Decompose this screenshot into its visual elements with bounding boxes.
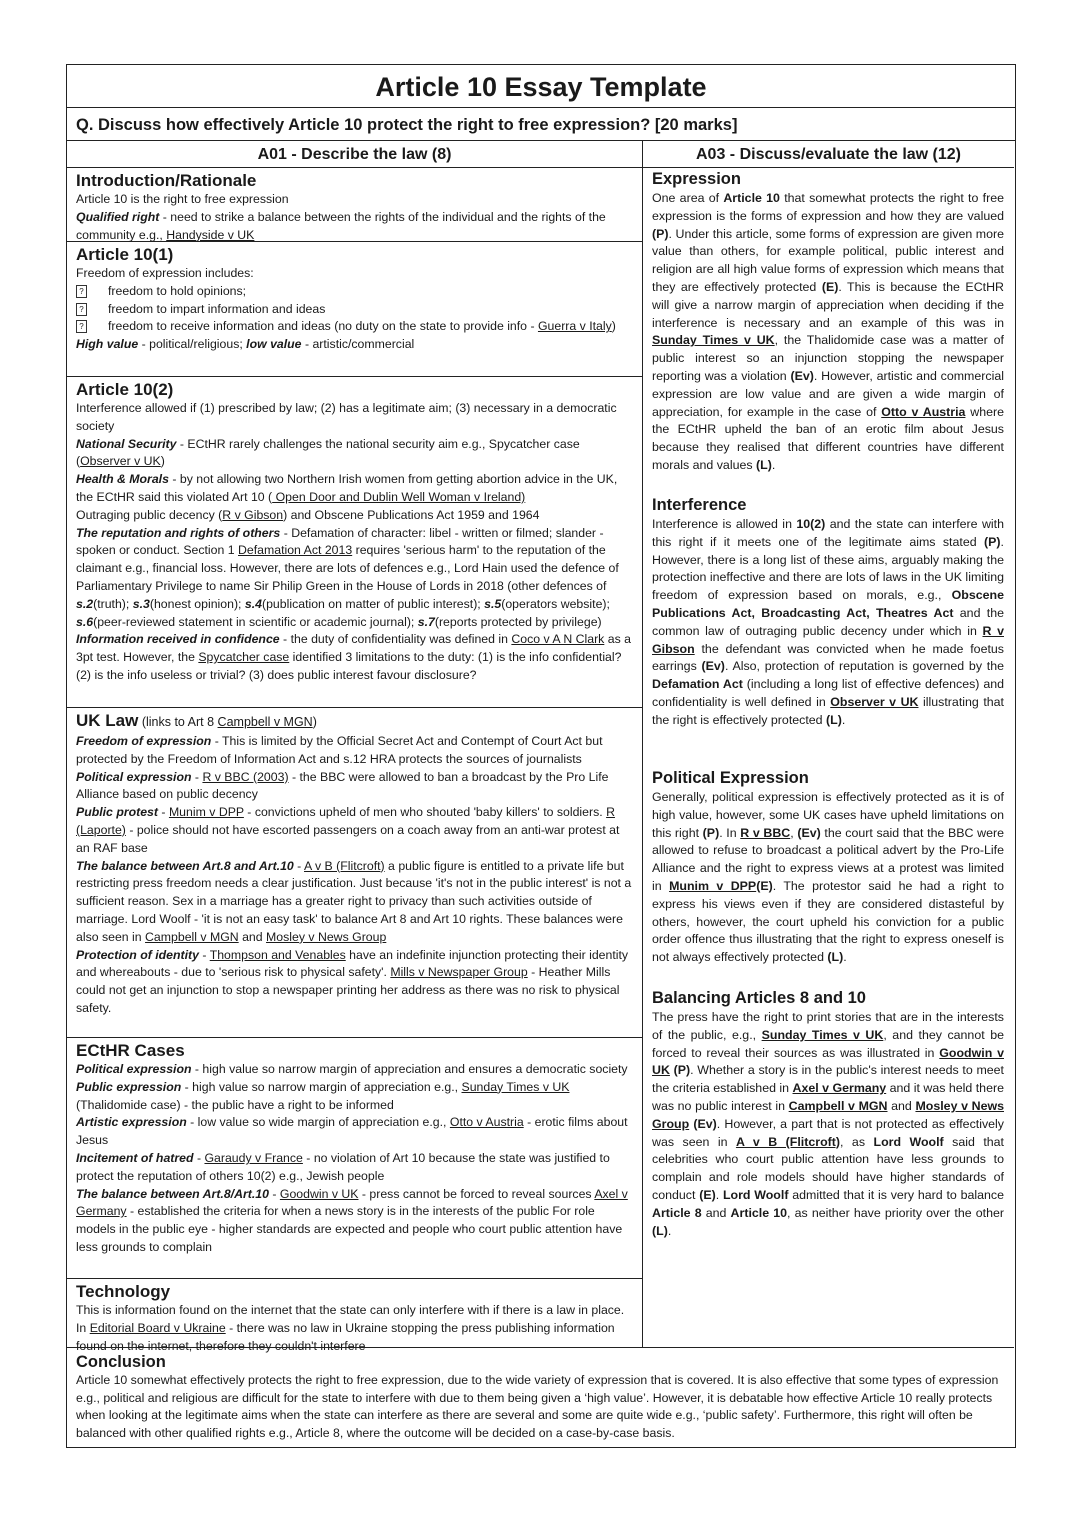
public-protest: Public protest - Munim v DPP - convictions upheld of men who shouted 'baby killers' to soldiers. R (Laporte) - police should not have escorted passengers on a coach away from an anti-war protest at an RAF base — [76, 805, 620, 855]
ecthr-political: Political expression - high value so narrow margin of appreciation and ensures a democratic society — [76, 1062, 628, 1076]
balancing-section — [643, 987, 1014, 1240]
list-item: ? freedom to hold opinions; — [76, 283, 633, 301]
uk-law-heading: UK Law (links to Art 8 Campbell v MGN) — [76, 711, 317, 730]
two-column-body — [67, 141, 1014, 1353]
interference-section — [643, 494, 1014, 767]
political-expression: Political expression - R v BBC (2003) - the BBC were allowed to ban a broadcast by the Pro Life Alliance based on public decency — [76, 769, 609, 802]
missing-glyph-icon: ? — [76, 285, 87, 298]
interference-conditions: Interference allowed if (1) prescribed by law; (2) has a legitimate aim; (3) necessary in a democratic society — [76, 401, 617, 433]
technology-heading: Technology — [76, 1282, 171, 1301]
political-expression-heading: Political Expression — [652, 769, 809, 787]
reputation-rights: The reputation and rights of others - Defamation of character: libel - written or filmed; slander - spoken or conduct. Section 1 Defamation Act 2013 requires 'serious harm' to the reputation of the claimant e.g., financial loss. However, there are lots of defences e.g., Lord Hain used the defence of Parliamentary Privilege to name Sir Philip Green in the House of Lords in 2018 (other defences of s.2(truth); s.3(honest opinion); s.4(publication on matter of public interest); s.5(operators website); s.6(peer-reviewed statement in scientific or academic journal); s.7(reports protected by privilege) — [76, 525, 619, 629]
list-item: ? freedom to impart information and ideas — [76, 301, 633, 319]
ecthr-balance: The balance between Art.8/Art.10 - Goodwin v UK - press cannot be forced to reveal sources Axel v Germany - established the criteria for when a news story is in the interests of the public For role models in the public eye - higher standards are expected and people who court public attention have less grounds to complain — [76, 1186, 628, 1254]
political-expression-section — [643, 767, 1014, 987]
article-10-1-heading: Article 10(1) — [76, 245, 174, 264]
balance-art8-art10: The balance between Art.8 and Art.10 - A v B (Flitcroft) a public figure is entitled to a private life but restricting press freedom needs a clear justification. Just because 'it's not in the public interest' is not a sufficient reason. Sex in a marriage has a greater right to privacy than such activities outside of marriage. Lord Woolf - 'it is not an easy task' to balance Art 8 and Art 10 rights. These balances were also seen in Campbell v MGN and Mosley v News Group — [76, 858, 632, 944]
conclusion-heading: Conclusion — [76, 1353, 166, 1371]
expression-heading: Expression — [652, 170, 741, 188]
balancing-heading: Balancing Articles 8 and 10 — [652, 989, 866, 1007]
article-10-1-lead: Freedom of expression includes: — [76, 266, 254, 280]
conclusion-text: Article 10 somewhat effectively protects the right to free expression, due to the wide variety of expression that is covered. It is also effective that some types of expression e.g., political and religious are difficult for the state to interfere with due to them being given a ‘high value’. However, it is debatable how effective Article 10 really protects when looking at the legitimate aims when the state can interfere as there are several and some are quite wide e.g., ‘public safety’. Furthermore, this right will often be balanced with other qualified rights e.g., Article 8, where the outcome will be decided on a case-by-case basis. — [76, 1373, 999, 1440]
article-10-1-section — [67, 242, 642, 377]
protection-of-identity: Protection of identity - Thompson and Venables have an indefinite injunction protecting their identity and whereabouts - due to 'serious risk to physical safety'. Mills v Newspaper Group - Heather Mills could not get an injunction to stop a newspaper printing her address as there was no risk to physical safety. — [76, 947, 629, 1015]
technology-section — [67, 1279, 642, 1356]
a01-header: A01 - Describe the law (8) — [67, 141, 642, 168]
conclusion-section — [67, 1347, 1014, 1447]
technology-text: This is information found on the internet that the state can only interfere with if there is a law in place. In Editorial Board v Ukraine - there was no law in Ukraine stopping the press publishing information found on the internet, therefore they couldn't interfere — [76, 1303, 625, 1353]
expression-section — [643, 168, 1014, 494]
ecthr-public: Public expression - high value so narrow margin of appreciation e.g., Sunday Times v UK (Thalidomide case) - the public have a right to be informed — [76, 1079, 570, 1112]
article-10-2-heading: Article 10(2) — [76, 380, 174, 399]
intro-section — [67, 168, 642, 242]
health-morals: Health & Morals - by not allowing two Northern Irish women from getting abortion advice in the UK, the ECtHR said this violated Art 10 ( Open Door and Dublin Well Woman v Ireland) — [76, 472, 618, 504]
ecthr-section — [67, 1038, 642, 1279]
essay-question: Q. Discuss how effectively Article 10 protect the right to free expression? [20 marks] — [67, 108, 1015, 141]
confidence: Information received in confidence - the duty of confidentiality was defined in Coco v A N Clark as a 3pt test. However, the Spycatcher case identified 3 limitations to the duty: (1) is the info confidential? (2) is the info useless or trivial? (3) does public interest favour disclosure? — [76, 632, 631, 682]
public-decency: Outraging public decency (R v Gibson) and Obscene Publications Act 1959 and 1964 — [76, 507, 540, 522]
missing-glyph-icon: ? — [76, 320, 87, 333]
balancing-text: The press have the right to print stories that are in the interests of the public, e.g., Sunday Times v UK, and they cannot be forced to reveal their sources as was illustrated in Goodwin v UK (P). Whether a story is in the public's interest needs to meet the criteria established in Axel v Germany and it was held there was no public interest in Campbell v MGN and Mosley v News Group (Ev). However, a part that is not protected as effectively was seen in A v B (Flitcroft), as Lord Woolf said that celebrities who court public attention have less grounds to complain and role models should have higher standards of conduct (E). Lord Woolf admitted that it is very hard to balance Article 8 and Article 10, as neither have priority over the other (L). — [652, 1010, 1004, 1238]
interference-heading: Interference — [652, 496, 747, 514]
essay-template-sheet — [66, 64, 1016, 1448]
missing-glyph-icon: ? — [76, 303, 87, 316]
list-item: ? freedom to receive information and ideas (no duty on the state to provide info - Guerra v Italy) — [76, 318, 633, 336]
ecthr-incitement: Incitement of hatred - Garaudy v France - no violation of Art 10 because the state was justified to protect the reputation of others 10(2) e.g., Jewish people — [76, 1150, 610, 1183]
intro-qualified: Qualified right - need to strike a balance between the rights of the individual and the rights of the community e.g., Handyside v UK — [76, 209, 606, 242]
national-security: National Security - ECtHR rarely challenges the national security aim e.g., Spycatcher case (Observer v UK) — [76, 436, 580, 469]
ecthr-heading: ECtHR Cases — [76, 1041, 185, 1060]
intro-heading: Introduction/Rationale — [76, 171, 257, 190]
political-expression-text: Generally, political expression is effectively protected as it is of high value, however, some UK cases have upheld limitations on this right (P). In R v BBC, (Ev) the court said that the BBC were allowed to refuse to broadcast a political advert by the Pro-Life Alliance and the right to express views at a protest was limited in Munim v DPP(E). The protestor said he had a right to express his views even if they are considered distasteful by others, however, the court upheld his conviction for a public order offence thus illustrating that the right to express oneself is not always effectively protected (L). — [652, 790, 1005, 965]
a03-column — [643, 141, 1014, 1347]
freedom-of-expression: Freedom of expression - This is limited by the Official Secret Act and Contempt of Court Act but protected by the Freedom of Information Act and s.12 HRA protects the sources of journalists — [76, 734, 603, 766]
page-title: Article 10 Essay Template — [67, 65, 1015, 108]
interference-text: Interference is allowed in 10(2) and the state can interfere with this right if it meets one of the legitimate aims stated (P). However, there is a long list of these aims, arguably making the protection ineffective and there are lots of laws in the UK limiting freedom of expression based on morals, e.g., Obscene Publications Act, Broadcasting Act, Theatres Act and the common law of outraging public decency under which in R v Gibson the defendant was convicted when he made foetus earrings (Ev). Also, protection of reputation is governed by the Defamation Act (including a long list of effective defences) and confidentiality is well defined in Observer v UK illustrating that the right is effectively protected (L). — [652, 517, 1004, 727]
article-10-2-section — [67, 377, 642, 708]
value-classification: High value - political/religious; low value - artistic/commercial — [76, 337, 415, 352]
a03-header: A03 - Discuss/evaluate the law (12) — [643, 141, 1014, 168]
uk-law-section — [67, 708, 642, 1038]
intro-text: Article 10 is the right to free expression — [76, 192, 289, 206]
ecthr-artistic: Artistic expression - low value so wide margin of appreciation e.g., Otto v Austria - erotic films about Jesus — [76, 1115, 628, 1148]
expression-text: One area of Article 10 that somewhat protects the right to free expression is the forms of expression and how they are valued (P). Under this article, some forms of expression are given more value than others, for example political, public interest and religion are all high value forms of expression which means that they are effectively protected (E). This is because the ECtHR will give a narrow margin of appreciation when deciding if the interference is necessary and an example of this was in Sunday Times v UK, the Thalidomide case was a matter of public interest so an injunction stopping the newspaper reporting was a violation (Ev). However, artistic and commercial expression are low value and are given a wide margin of appreciation, for example in the case of Otto v Austria where the ECtHR upheld the ban of an erotic film about Jesus because they realised that different countries have different morals and values (L). — [652, 191, 1004, 472]
a01-column — [67, 141, 643, 1353]
